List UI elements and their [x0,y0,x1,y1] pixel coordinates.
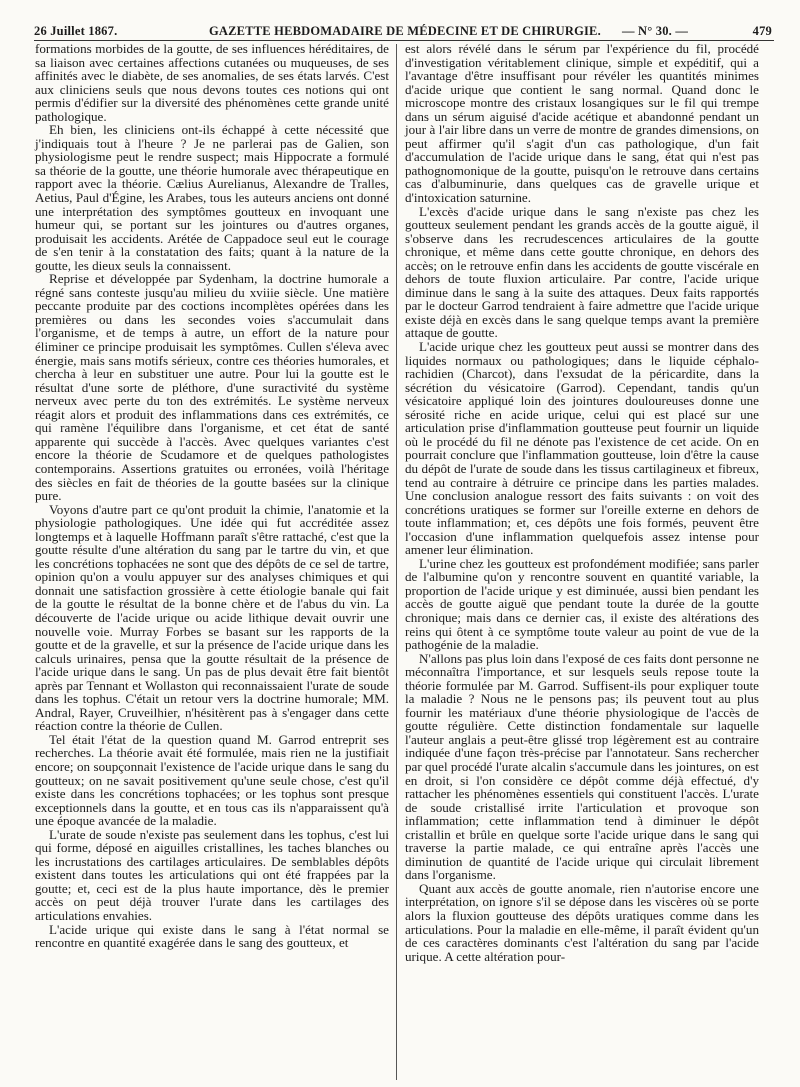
paragraph: L'acide urique qui existe dans le sang à l'état normal se rencontre en quantité exagérée dans le sang des goutteux, et [35,921,389,951]
paragraph: L'urate de soude n'existe pas seulement dans les tophus, c'est lui qui forme, déposé en aiguilles cristallines, les taches blanches ou les incrustations des cartilages articulaires. De semblables dépôts existent dans toutes les articulations qui ont été frappées par la goutte; et, ceci est de la plus haute importance, dès le premier accès on peut déjà trouver l'urate dans les cartilages des articulations envahies. [35,826,389,923]
paragraph: Tel était l'état de la question quand M. Garrod entreprit ses recherches. La théorie avait été formulée, mais rien ne la justifiait encore; on soupçonnait l'existence de l'acide urique dans le sang du goutteux; on ne savait positivement qu'une seule chose, c'est qu'il existe dans les concrétions tophacées; or les tophus sont presque exceptionnels dans la goutte, et en tous cas ils n'apparaissent qu'à une époque avancée de la maladie. [35,731,389,829]
paragraph: formations morbides de la goutte, de ses influences héréditaires, de sa liaison avec certaines affections cutanées ou muqueuses, de ses affinités avec le diabète, de ses anomalies, de ses états larvés. C'est aux cliniciens seuls que nous devons toutes ces notions qui ont permis d'édifier sur la diversité des phénomènes cette grande unité pathologique. [35,41,389,124]
paragraph: Voyons d'autre part ce qu'ont produit la chimie, l'anatomie et la physiologie pathologiques. Une idée qui fut accréditée assez longtemps et à laquelle Hoffmann paraît s'être rattaché, c'est que la goutte résulte d'une altération du sang par le tartre du vin, et que les concrétions tophacées ne sont que des dépôts de ce sel de tartre, opinion qu'on a voulu appuyer sur des analyses chimiques et qui donnait une satisfaction grossière à cette étiologie banale qui fait de la goutte le résultat de la bonne chère et de l'abus du vin. La découverte de l'acide urique ou acide lithique devait ouvrir une nouvelle voie. Murray Forbes se basant sur les rapports de la goutte et de la gravelle, et sur la présence de l'acide urique dans les calculs urinaires, pensa que la goutte résultait de la présence de l'acide urique dans le sang. Un pas de plus devait être fait bientôt après par Tennant et Wollaston qui reconnaissaient l'urate de soude dans les tophus. C'était un retour vers la doctrine humorale; MM. Andral, Rayer, Cruveilhier, n'hésitèrent pas à s'engager dans cette réaction contre la théorie de Cullen. [35,501,389,734]
header-page-number: 479 [752,24,772,38]
paragraph: Eh bien, les cliniciens ont-ils échappé à cette nécessité que j'indiquais tout à l'heure ? Je ne parlerai pas de Galien, son physiologisme peut le rendre suspect; mais Hippocrate a formulé sa théorie de la goutte, une théorie humorale avec thérapeutique en rapport avec la théorie. Cælius Aurelianus, Alexandre de Tralles, Aetius, Paul d'Égine, les Arabes, tous les auteurs anciens ont donné une interprétation des symptômes goutteux en invoquant une humeur qui, se portant sur les jointures ou d'autres organes, produisait les accidents. Arétée de Cappadoce seul eut le courage de s'en tenir à la constatation des faits; quant à la nature de la goutte, les dieux seuls la connaissent. [35,122,389,273]
paragraph: N'allons pas plus loin dans l'exposé de ces faits dont personne ne méconnaîtra l'importance, et sur lesquels seuls repose toute la théorie formulée par M. Garrod. Suffisent-ils pour expliquer toute la maladie ? Nous ne le pensons pas; ils peuvent tout au plus fournir les matériaux d'une théorie physiologique de l'accès de goutte régulière. Cette distinction fondamentale sur laquelle l'auteur anglais a peut-être glissé trop légèrement est au contraire indiquée d'une façon très-précise par l'annotateur. Sans rechercher par quel procédé l'urate alcalin s'accumule dans les jointures, on est en droit, si l'on considère ce dépôt comme déjà effectué, d'y rattacher les phénomènes essentiels qui constituent l'accès. L'urate de soude cristallisé irrite l'articulation et provoque son inflammation; cette inflammation tend à diminuer le dépôt cristallin et brûle en quelque sorte l'acide urique dans le sang qui traverse la partie malade, ce qui entraîne après l'accès une diminution de quantité de l'acide urique qui circulait librement dans l'organisme. [405,650,759,883]
right-column [405,42,759,963]
paragraph: L'urine chez les goutteux est profondément modifiée; sans parler de l'albumine qu'on y rencontre souvent en quantité variable, la proportion de l'acide urique y est diminuée, aussi bien pendant les accès de goutte aiguë que pendant toute la durée de la goutte chronique; mais dans ce dernier cas, il existe des altérations des reins qui ôtent à ce symptôme toute valeur au point de vue de la pathogénie de la maladie. [405,555,759,653]
header-date: 26 Juillet 1867. [34,24,118,38]
header-title: GAZETTE HEBDOMADAIRE DE MÉDECINE ET DE CHIRURGIE. [209,24,601,38]
paragraph: Quant aux accès de goutte anomale, rien n'autorise encore une interprétation, on ignore s'il se dépose dans les viscères où se porte alors la fluxion goutteuse des dépôts uratiques comme dans les articulations. Pour la maladie en elle-même, il paraît évident qu'un de ces caractères dominants c'est l'altération du sang par l'acide urique. A cette altération pour- [405,880,759,964]
paragraph: Reprise et développée par Sydenham, la doctrine humorale a régné sans conteste jusqu'au milieu du xviiie siècle. Une matière peccante produite par des coctions incomplètes opérées dans les premières ou dans les secondes voies s'accumulait dans l'organisme, et de temps à autre, un effort de la nature pour éliminer ce principe produisait les symptômes. Cullen s'éleva avec énergie, mais sans motifs sérieux, contre ces théories humorales, et chercha à leur en substituer une autre. Pour lui la goutte est le résultat d'une sorte de pléthore, d'une suractivité du système nerveux avec perte du ton des extrémités. Le système nerveux réagit alors et produit des inflammations dans ces extrémités, ce qui ramène l'équilibre dans l'organisme, et cet état de santé apparente qui succède à l'accès. Avec quelques variantes c'est encore la théorie de Scudamore et de quelques pathologistes contemporains. Assertions gratuites ou erronées, voilà l'héritage des siècles en fait de théories de la goutte basées sur la clinique pure. [35,271,389,504]
left-column [35,42,389,950]
column-divider [396,44,397,1080]
page-header [34,14,772,36]
paragraph: L'acide urique chez les goutteux peut aussi se montrer dans des liquides normaux ou pathologiques; dans le liquide céphalo-rachidien (Charcot), dans l'exsudat de la péricardite, dans la sécrétion du vésicatoire (Garrod). Cependant, tandis qu'un vésicatoire appliqué loin des jointures douloureuses donne une sérosité riche en acide urique, celui qui est placé sur une articulation prise d'inflammation goutteuse peut fournir un liquide où le procédé du fil ne dénote pas l'existence de cet acide. On en pourrait conclure que l'inflammation goutteuse, loin d'être la cause du dépôt de l'urate de soude dans les tissus cartilagineux et fibreux, tend au contraire à détruire ce principe dans les parties malades. Une conclusion analogue ressort des faits suivants : on voit des concrétions uratiques se former sur l'oreille externe en dehors de toute inflammation; et, ces dépôts une fois formés, peuvent être l'occasion d'une inflammation quelquefois assez intense pour amener leur élimination. [405,339,759,558]
paragraph: est alors révélé dans le sérum par l'expérience du fil, procédé d'investigation véritablement clinique, simple et expéditif, qui a l'avantage d'être insuffisant pour révéler les quantités minimes d'acide urique que contient le sang normal. Quand donc le microscope montre des cristaux losangiques sur le fil qui trempe dans un sérum aiguisé d'acide acétique et abandonné pendant un jour à l'air libre dans un verre de montre de grandes dimensions, on peut affirmer qu'il s'agit d'un cas pathologique, d'un fait d'accumulation de l'acide urique dans le sang, état qui n'est pas pathognomonique de la goutte, puisqu'on le retrouve dans certains cas d'albuminurie, dans quelques cas de gravelle urique et d'intoxication saturnine. [405,41,759,206]
paragraph: L'excès d'acide urique dans le sang n'existe pas chez les goutteux seulement pendant les grands accès de la goutte aiguë, il s'observe dans les recrudescences articulaires de la goutte chronique, et même dans cette goutte chronique, en dehors des accès; on le retrouve enfin dans les accidents de goutte viscérale en dehors de toute fluxion articulaire. Par contre, l'acide urique diminue dans le sang à la suite des attaques. Deux faits rapportés par le docteur Garrod tendraient à faire admettre que l'acide urique existe déjà en excès dans le sang quelque temps avant la première attaque de goutte. [405,203,759,341]
header-issue-number: — N° 30. — [622,24,689,38]
